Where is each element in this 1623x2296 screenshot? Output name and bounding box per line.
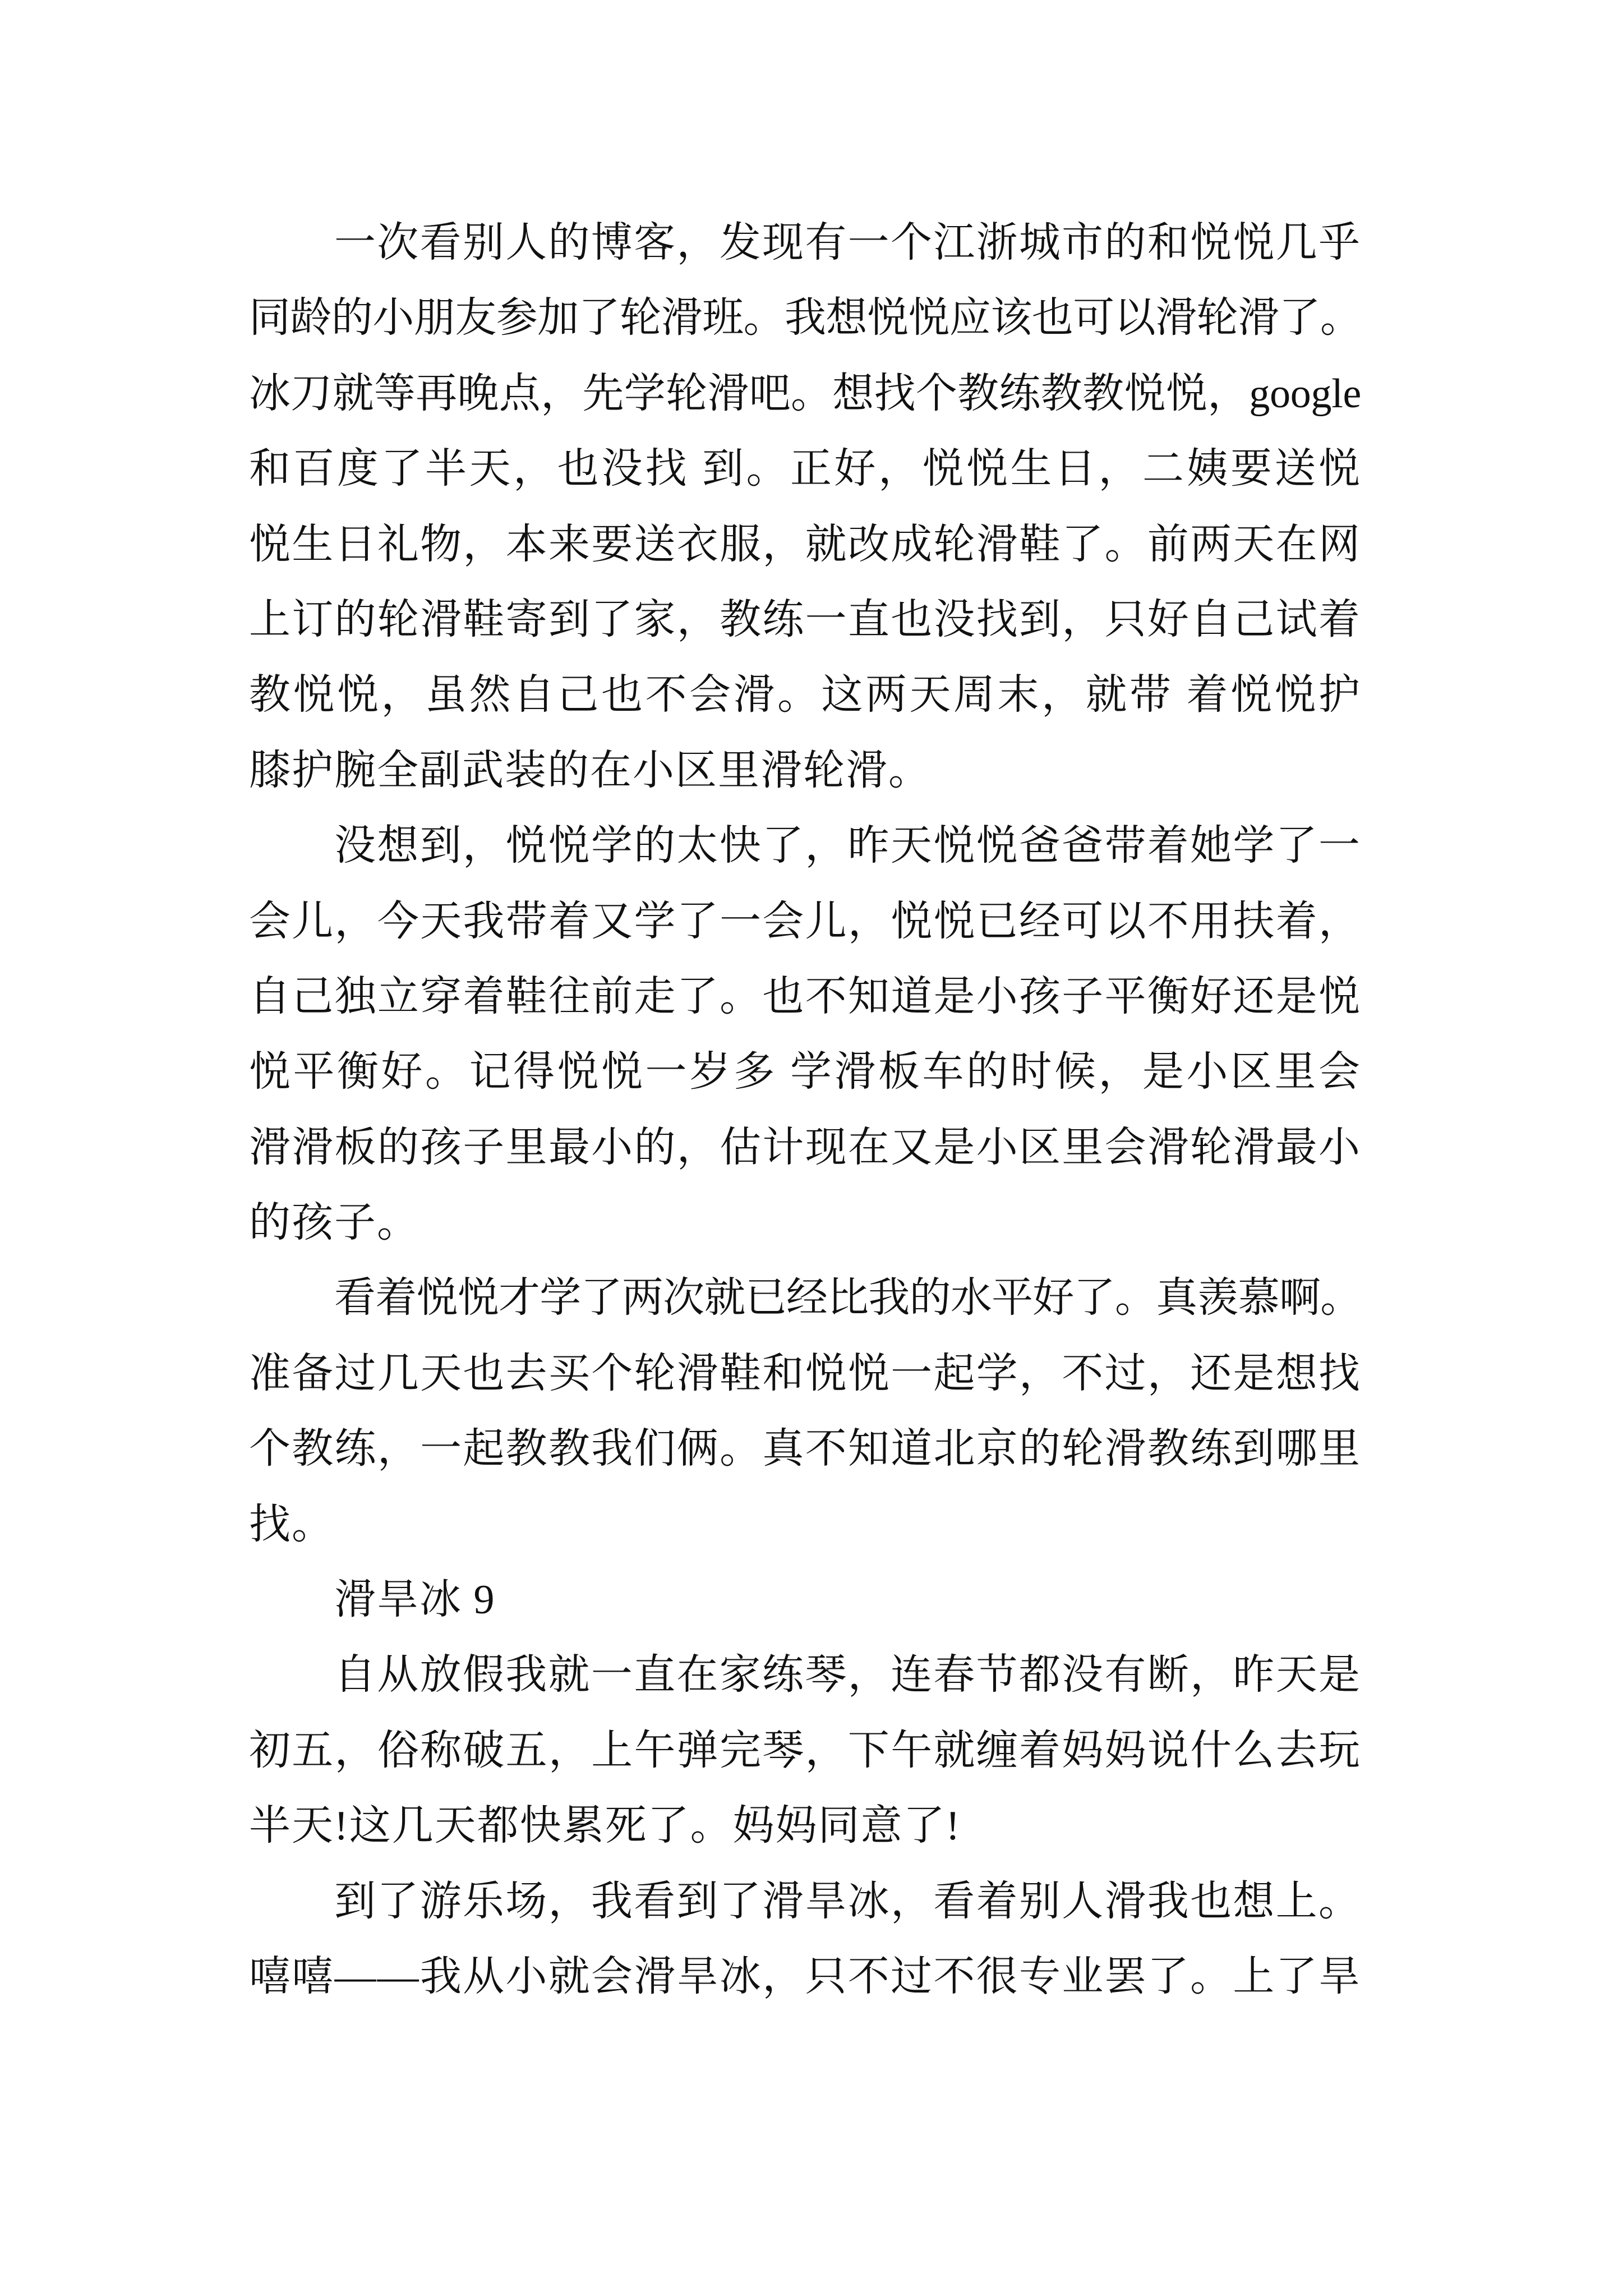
paragraph <box>249 808 1361 1260</box>
text-line: 半天!这几天都快累死了。妈妈同意了! <box>249 1803 961 1849</box>
text-line: 悦平衡好。记得悦悦一岁多 学滑板车的时候，是小区里会 <box>249 1049 1361 1096</box>
text-line: 自从放假我就一直在家练琴，连春节都没有断，昨天是 <box>334 1652 1361 1699</box>
text-line: 找。 <box>249 1501 334 1548</box>
text-line: 个教练，一起教教我们俩。真不知道北京的轮滑教练到哪里 <box>249 1426 1361 1473</box>
text-line: 看着悦悦才学了两次就已经比我的水平好了。真羡慕啊。 <box>334 1275 1361 1322</box>
text-line: 一次看别人的博客，发现有一个江浙城市的和悦悦几乎 <box>334 220 1361 266</box>
text-line: 嘻嘻——我从小就会滑旱冰，只不过不很专业罢了。上了旱 <box>249 1953 1361 2000</box>
text-line: 初五，俗称破五，上午弹完琴，下午就缠着妈妈说什么去玩 <box>249 1727 1361 1774</box>
article-body <box>249 205 1361 2014</box>
text-line: 自己独立穿着鞋往前走了。也不知道是小孩子平衡好还是悦 <box>249 973 1361 1020</box>
paragraph <box>249 205 1361 808</box>
text-line: 悦生日礼物，本来要送衣服，就改成轮滑鞋了。前两天在网 <box>249 521 1361 568</box>
text-line: 的孩子。 <box>249 1200 419 1246</box>
text-line: 滑滑板的孩子里最小的，估计现在又是小区里会滑轮滑最小 <box>249 1124 1361 1171</box>
text-line: 膝护腕全副武装的在小区里滑轮滑。 <box>249 747 931 794</box>
text-line: 冰刀就等再晚点，先学轮滑吧。想找个教练教教悦悦，google <box>249 370 1361 417</box>
text-line: 同龄的小朋友参加了轮滑班。我想悦悦应该也可以滑轮滑了。 <box>249 295 1361 342</box>
paragraph <box>249 1637 1361 1864</box>
text-line: 准备过几天也去买个轮滑鞋和悦悦一起学，不过，还是想找 <box>249 1350 1361 1397</box>
text-line: 教悦悦，虽然自己也不会滑。这两天周末，就带 着悦悦护 <box>249 672 1361 719</box>
paragraph <box>249 1864 1361 2015</box>
section <box>249 1562 1361 2014</box>
text-line: 上订的轮滑鞋寄到了家，教练一直也没找到，只好自己试着 <box>249 596 1361 643</box>
text-line: 和百度了半天，也没找 到。正好，悦悦生日，二姨要送悦 <box>249 446 1361 493</box>
text-line: 到了游乐场，我看到了滑旱冰，看着别人滑我也想上。 <box>334 1878 1361 1925</box>
text-line: 没想到，悦悦学的太快了，昨天悦悦爸爸带着她学了一 <box>334 823 1361 869</box>
text-line: 会儿，今天我带着又学了一会儿，悦悦已经可以不用扶着， <box>249 898 1361 945</box>
paragraph <box>249 1260 1361 1562</box>
section-heading: 滑旱冰 9 <box>334 1577 496 1623</box>
